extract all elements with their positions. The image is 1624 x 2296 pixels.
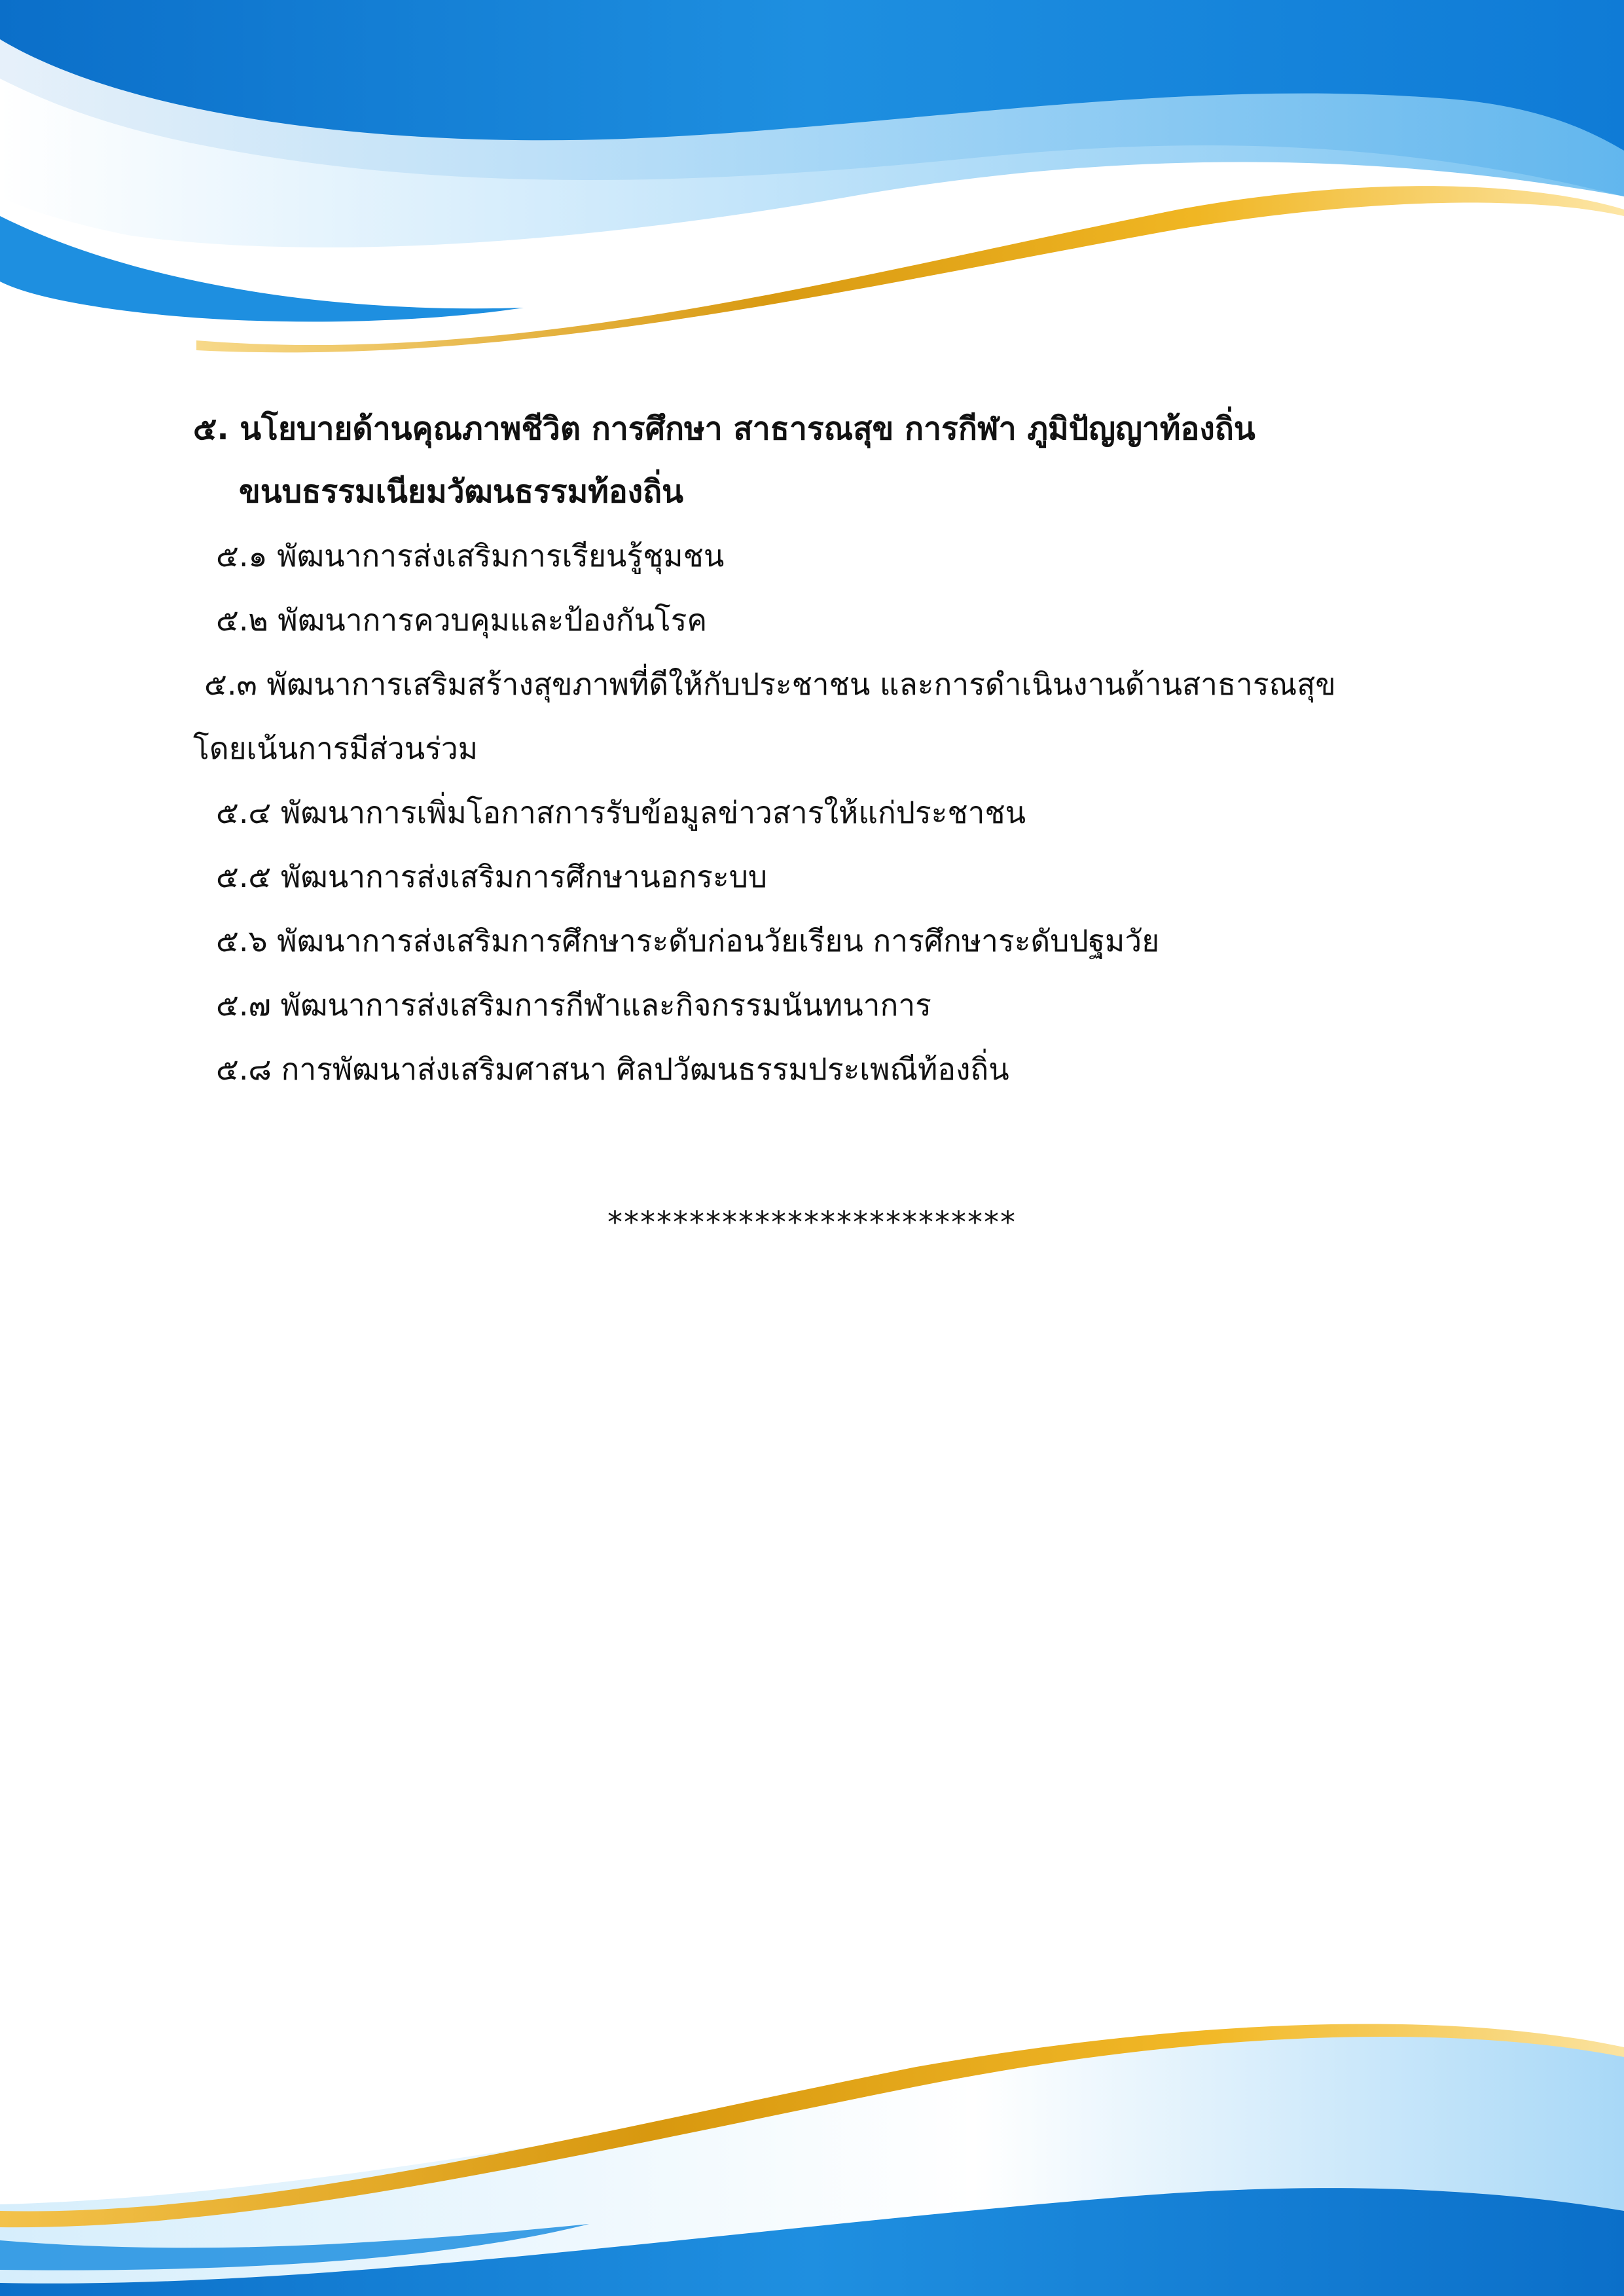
section-heading-line-2: ขนบธรรมเนียมวัฒนธรรมท้องถิ่น (239, 473, 683, 510)
section-heading-line-1: ๕. นโยบายด้านคุณภาพชีวิต การศึกษา สาธารณสุข การกีฬา ภูมิปัญญาท้องถิ่น (193, 410, 1255, 447)
list-item: ๕.๗ พัฒนาการส่งเสริมการกีฬาและกิจกรรมนันทนาการ (216, 987, 931, 1023)
list-item: ๕.๑ พัฒนาการส่งเสริมการเรียนรู้ชุมชน (216, 538, 725, 574)
list-item: ๕.๔ พัฒนาการเพิ่มโอกาสการรับข้อมูลข่าวสารให้แก่ประชาชน (216, 795, 1026, 830)
list-item-continuation: โดยเน้นการมีส่วนร่วม (193, 731, 478, 766)
list-item: ๕.๘ การพัฒนาส่งเสริมศาสนา ศิลปวัฒนธรรมประเพณีท้องถิ่น (216, 1051, 1009, 1087)
list-item: ๕.๒ พัฒนาการควบคุมและป้องกันโรค (216, 602, 708, 638)
end-divider: ************************* (607, 1205, 1017, 1240)
list-item: ๕.๓ พัฒนาการเสริมสร้างสุขภาพที่ดีให้กับประชาชน และการดำเนินงานด้านสาธารณสุข (204, 666, 1336, 702)
list-item: ๕.๕ พัฒนาการส่งเสริมการศึกษานอกระบบ (216, 859, 768, 894)
list-item: ๕.๖ พัฒนาการส่งเสริมการศึกษาระดับก่อนวัยเรียน การศึกษาระดับปฐมวัย (216, 923, 1160, 958)
